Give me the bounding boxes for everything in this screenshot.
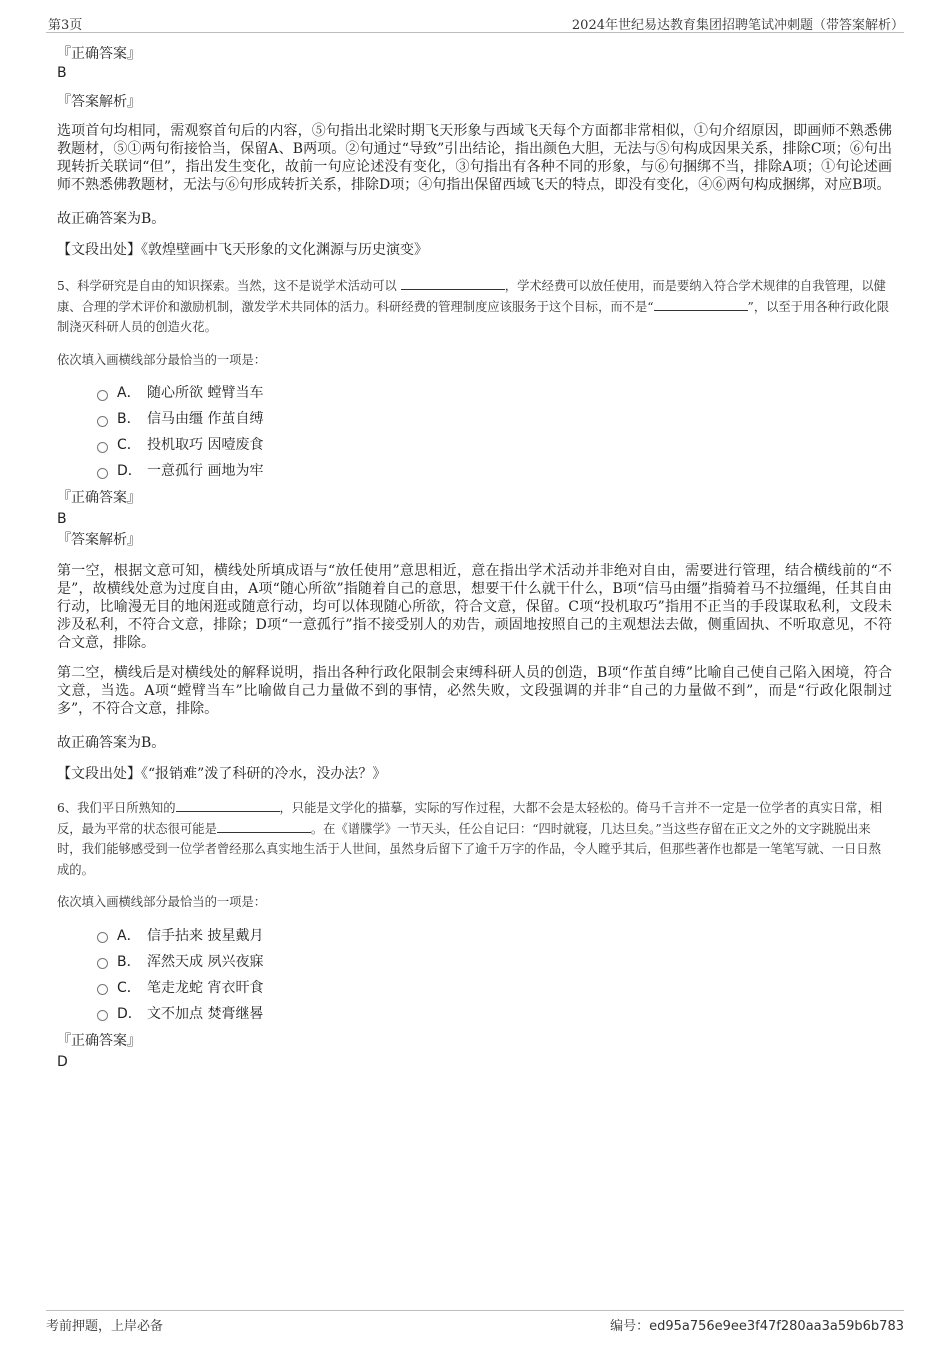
option-letter: A． bbox=[117, 927, 141, 944]
q4-answer-section bbox=[57, 44, 892, 260]
radio-icon[interactable] bbox=[97, 932, 108, 943]
footer-slogan: 考前押题，上岸必备 bbox=[46, 1319, 164, 1334]
radio-icon[interactable] bbox=[97, 1010, 108, 1021]
option-list bbox=[57, 380, 892, 484]
option-d[interactable] bbox=[97, 458, 892, 484]
option-text: 浑然天成 夙兴夜寐 bbox=[147, 953, 264, 970]
question-5 bbox=[57, 276, 892, 784]
fill-blank-1 bbox=[401, 277, 505, 290]
option-letter: B． bbox=[117, 953, 141, 970]
option-letter: A． bbox=[117, 385, 141, 401]
source-citation: 【文段出处】《敦煌壁画中飞天形象的文化渊源与历史演变》 bbox=[57, 242, 428, 258]
answer-value: B bbox=[57, 511, 67, 527]
document-body bbox=[57, 44, 892, 1071]
radio-icon[interactable] bbox=[97, 390, 108, 401]
answer-label: 『正确答案』 bbox=[57, 46, 141, 62]
option-b[interactable] bbox=[97, 949, 892, 975]
analysis-text: 第二空，横线后是对横线处的解释说明，指出各种行政化限制会束缚科研人员的创造，B项“作茧自缚”比喻自己使自己陷入困境，符合文意，当选。A项“螳臂当车”比喻做自己力量做不到的事情，必然失败，文段强调的并非“自己的力量做不到”，而是“行政化限制过多”，不符合文意，排除。 bbox=[57, 665, 892, 717]
option-letter: B． bbox=[117, 411, 141, 427]
option-text: 信马由缰 作茧自缚 bbox=[147, 411, 264, 427]
question-prompt: 依次填入画横线部分最恰当的一项是： bbox=[57, 895, 267, 909]
answer-label: 『正确答案』 bbox=[57, 490, 141, 506]
page-footer bbox=[46, 1310, 904, 1333]
radio-icon[interactable] bbox=[97, 958, 108, 969]
option-text: 笔走龙蛇 宵衣旰食 bbox=[147, 979, 264, 996]
analysis-label: 『答案解析』 bbox=[57, 532, 141, 548]
question-6 bbox=[57, 798, 892, 1071]
stem-part: ，学术经费可以放任使用，而是要纳入符合学术规律的自我管理，以健康、合理的学术评价和激励机制，激发学术共同体的活力。科研经费的管理制度应该服务于这个目标，而不是“ bbox=[57, 279, 886, 314]
radio-icon[interactable] bbox=[97, 468, 108, 479]
question-stem bbox=[57, 798, 892, 880]
radio-icon[interactable] bbox=[97, 984, 108, 995]
fill-blank-2 bbox=[654, 298, 748, 311]
option-text: 信手拈来 披星戴月 bbox=[147, 927, 264, 944]
option-letter: D． bbox=[117, 463, 142, 479]
analysis-text: 选项首句均相同，需观察首句后的内容，⑤句指出北梁时期飞天形象与西域飞天每个方面都非常相似，①句介绍原因，即画师不熟悉佛教题材，⑤①两句衔接恰当，保留A、B两项。②句通过“导致”引出结论，指出颜色大胆，无法与⑤句构成因果关系，排除C项；⑥句出现转折关联词“但”，指出发生变化，故前一句应论述没有变化，③句指出有各种不同的形象，与⑥句捆绑不当，排除A项；①句论述画师不熟悉佛教题材，无法与⑥句形成转折关系，排除D项；④句指出保留西域飞天的特点，即没有变化，④⑥两句构成捆绑，对应B项。 bbox=[57, 123, 892, 193]
question-stem bbox=[57, 276, 892, 338]
option-d[interactable] bbox=[97, 1001, 892, 1027]
code-value: ed95a756e9ee3f47f280aa3a59b6b783 bbox=[649, 1319, 904, 1334]
stem-part: 。在《谱牒学》一节天头，任公自记曰：“四时就寝，几达旦矣。”当这些存留在正文之外的文字跳脱出来时，我们能够感受到一位学者曾经那么真实地生活于人世间，虽然身后留下了逾千万字的作品，令人瞠乎其后，但那些著作也都是一笔笔写就、一日日熬成的。 bbox=[57, 821, 881, 877]
question-prompt: 依次填入画横线部分最恰当的一项是： bbox=[57, 352, 267, 367]
analysis-text: 第一空，根据文意可知，横线处所填成语与“放任使用”意思相近，意在指出学术活动并非绝对自由，需要进行管理，结合横线前的“不是”，故横线处意为过度自由，A项“随心所欲”指随着自己的意思，想要干什么就干什么，B项“信马由缰”指骑着马不拉缰绳，任其自由行动，比喻漫无目的地闲逛或随意行动，均可以体现随心所欲，符合文意，保留。C项“投机取巧”指用不正当的手段谋取私利，文段未涉及私利，不符合文意，排除；D项“一意孤行”指不接受别人的劝告，顽固地按照自己的主观想法去做，侧重固执、不听取意见，不符合文意，排除。 bbox=[57, 563, 892, 651]
option-text: 投机取巧 因噎废食 bbox=[147, 437, 264, 453]
stem-part: ，只能是文学化的描摹，实际的写作过程，大都不会是太轻松的。倚马千言并不一定是一位学者的真实日常，相反，最为平常的状态很可能是 bbox=[57, 801, 883, 836]
page-number: 第3页 bbox=[48, 18, 83, 33]
analysis-label: 『答案解析』 bbox=[57, 94, 141, 110]
option-text: 一意孤行 画地为牢 bbox=[147, 463, 264, 479]
document-code bbox=[610, 1315, 904, 1334]
source-citation: 【文段出处】《“报销难”泼了科研的冷水，没办法？》 bbox=[57, 766, 387, 782]
option-a[interactable] bbox=[97, 380, 892, 406]
conclusion-text: 故正确答案为B。 bbox=[57, 735, 166, 751]
radio-icon[interactable] bbox=[97, 416, 108, 427]
option-c[interactable] bbox=[97, 432, 892, 458]
option-a[interactable] bbox=[97, 923, 892, 949]
answer-value: D bbox=[57, 1053, 68, 1070]
page-header bbox=[46, 12, 904, 33]
option-b[interactable] bbox=[97, 406, 892, 432]
stem-part: 6、我们平日所熟知的 bbox=[57, 801, 176, 815]
option-c[interactable] bbox=[97, 975, 892, 1001]
code-label: 编号： bbox=[610, 1319, 650, 1334]
option-text: 随心所欲 螳臂当车 bbox=[147, 385, 264, 401]
option-letter: C． bbox=[117, 437, 141, 453]
option-list bbox=[57, 923, 892, 1027]
stem-part: 5、科学研究是自由的知识探索。当然，这不是说学术活动可以 bbox=[57, 279, 397, 293]
fill-blank-2 bbox=[217, 820, 311, 833]
stem-part: ”，以至于用各种行政化限制浇灭科研人员的创造火花。 bbox=[57, 299, 890, 334]
fill-blank-1 bbox=[176, 799, 280, 812]
radio-icon[interactable] bbox=[97, 442, 108, 453]
conclusion-text: 故正确答案为B。 bbox=[57, 211, 166, 227]
answer-label: 『正确答案』 bbox=[57, 1032, 141, 1049]
answer-value: B bbox=[57, 65, 67, 81]
document-title: 2024年世纪易达教育集团招聘笔试冲刺题（带答案解析） bbox=[571, 18, 904, 33]
option-letter: D． bbox=[117, 1005, 142, 1022]
option-text: 文不加点 焚膏继晷 bbox=[147, 1005, 264, 1022]
option-letter: C． bbox=[117, 979, 141, 996]
